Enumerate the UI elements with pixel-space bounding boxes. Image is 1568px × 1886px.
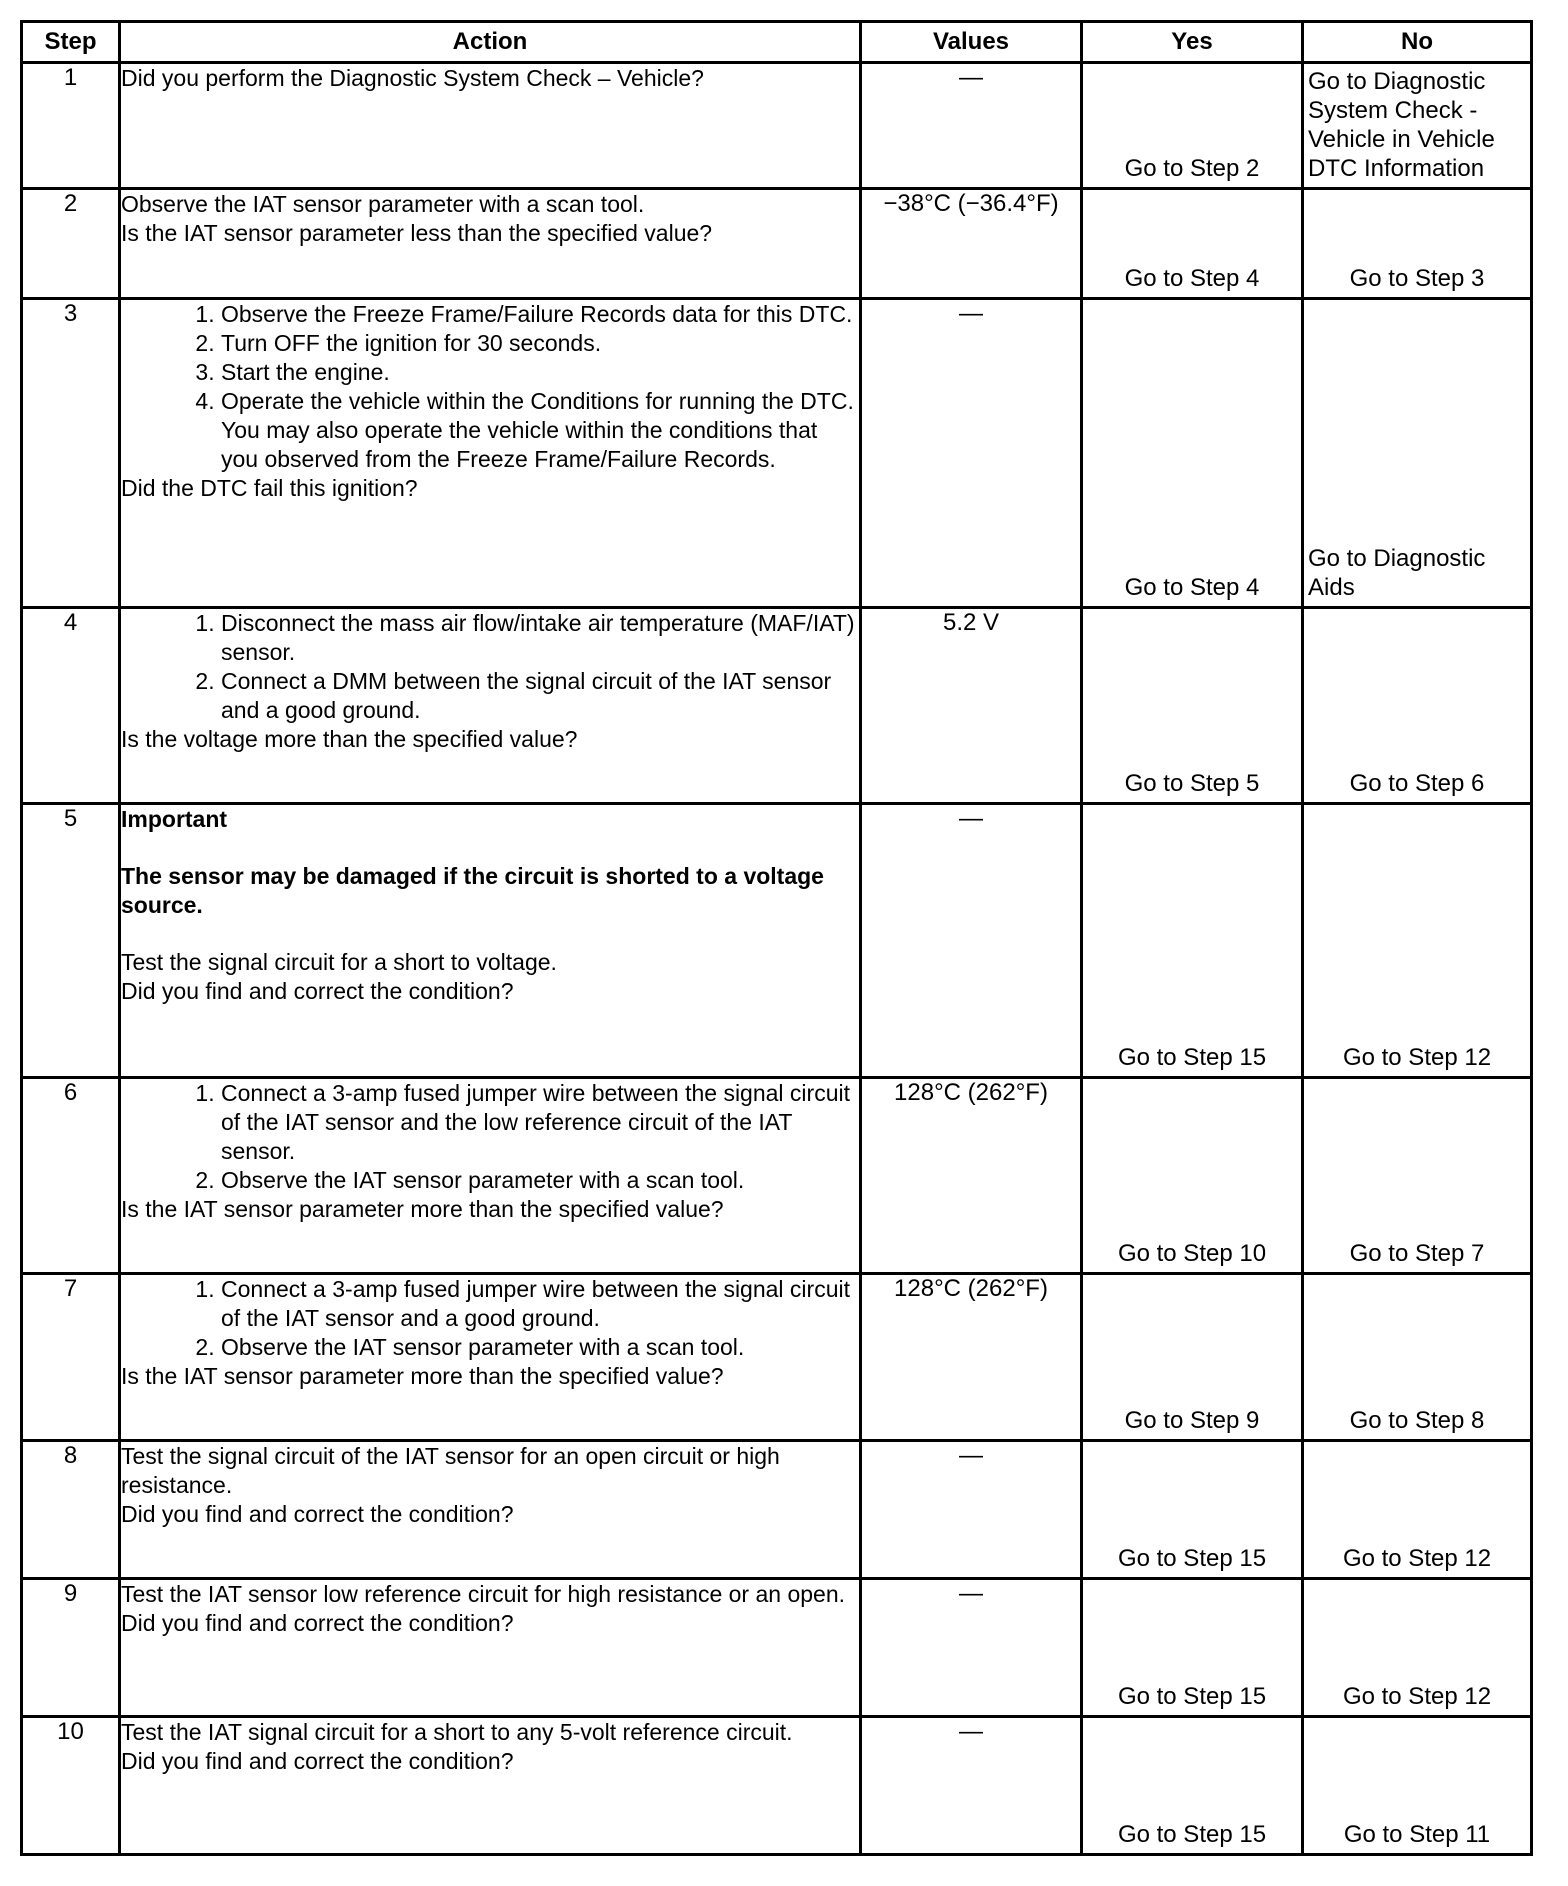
table-row: [22, 189, 1532, 299]
header-row: [22, 22, 1532, 63]
no-link[interactable]: Go to Step 11: [1343, 1821, 1491, 1848]
value-cell: —: [861, 804, 1082, 1078]
no-cell: [1303, 299, 1532, 608]
action-cell: [120, 63, 861, 189]
procedure-list: [121, 1079, 859, 1195]
yes-cell: [1082, 608, 1303, 804]
action-question: Did you find and correct the condition?: [121, 978, 514, 1004]
no-link[interactable]: Go to Step 3: [1349, 265, 1485, 292]
yes-link[interactable]: Go to Step 4: [1124, 265, 1260, 292]
step-number: 9: [22, 1579, 120, 1717]
yes-link[interactable]: Go to Step 10: [1117, 1240, 1267, 1267]
no-cell: [1303, 1717, 1532, 1855]
step-number: 8: [22, 1441, 120, 1579]
table-row: [22, 1274, 1532, 1441]
yes-cell: [1082, 1274, 1303, 1441]
action-question: Is the IAT sensor parameter more than the specified value?: [121, 1363, 724, 1389]
action-text: Test the IAT signal circuit for a short to any 5-volt reference circuit.: [121, 1719, 793, 1745]
step-number: 7: [22, 1274, 120, 1441]
action-cell: [120, 804, 861, 1078]
action-text: Test the signal circuit for a short to voltage.: [121, 949, 557, 975]
table-row: [22, 1078, 1532, 1274]
procedure-item: 1. Disconnect the mass air flow/intake air temperature (MAF/IAT) sensor.: [221, 609, 859, 667]
yes-link[interactable]: Go to Step 15: [1117, 1821, 1267, 1848]
action-text: Test the signal circuit of the IAT sensor for an open circuit or high resistance.: [121, 1443, 780, 1498]
value-cell: —: [861, 63, 1082, 189]
action-cell: [120, 608, 861, 804]
no-link[interactable]: Go to Step 8: [1349, 1407, 1485, 1434]
yes-link[interactable]: Go to Step 9: [1124, 1407, 1260, 1434]
no-cell: [1303, 63, 1532, 189]
action-cell: [120, 1274, 861, 1441]
no-cell: [1303, 189, 1532, 299]
action-cell: [120, 1078, 861, 1274]
value-cell: 5.2 V: [861, 608, 1082, 804]
procedure-item: 1. Connect a 3-amp fused jumper wire between the signal circuit of the IAT sensor and the low reference circuit of the IAT sensor.: [221, 1079, 859, 1166]
no-cell: [1303, 1274, 1532, 1441]
table-row: [22, 63, 1532, 189]
header-no: No: [1303, 22, 1532, 63]
no-link[interactable]: Go to Step 7: [1349, 1240, 1485, 1267]
procedure-item: 2. Observe the IAT sensor parameter with a scan tool.: [221, 1333, 859, 1362]
step-number: 6: [22, 1078, 120, 1274]
action-question: Is the IAT sensor parameter less than the specified value?: [121, 220, 713, 246]
action-cell: [120, 1579, 861, 1717]
yes-cell: [1082, 1717, 1303, 1855]
yes-link[interactable]: Go to Step 15: [1117, 1044, 1267, 1071]
header-values: Values: [861, 22, 1082, 63]
yes-cell: [1082, 1441, 1303, 1579]
procedure-item: 2. Observe the IAT sensor parameter with a scan tool.: [221, 1166, 859, 1195]
procedure-item: 1. Observe the Freeze Frame/Failure Records data for this DTC.: [221, 300, 859, 329]
yes-link[interactable]: Go to Step 4: [1124, 574, 1260, 601]
no-cell: [1303, 608, 1532, 804]
no-cell: [1303, 1441, 1532, 1579]
step-number: 2: [22, 189, 120, 299]
yes-link[interactable]: Go to Step 15: [1117, 1683, 1267, 1710]
value-cell: —: [861, 1717, 1082, 1855]
value-cell: —: [861, 1441, 1082, 1579]
action-question: Did you find and correct the condition?: [121, 1748, 514, 1774]
table-row: [22, 608, 1532, 804]
no-link[interactable]: Go to Step 12: [1342, 1683, 1492, 1710]
step-number: 5: [22, 804, 120, 1078]
action-text: Observe the IAT sensor parameter with a scan tool.: [121, 191, 645, 217]
yes-link[interactable]: Go to Step 15: [1117, 1545, 1267, 1572]
no-link[interactable]: Go to Step 12: [1342, 1044, 1492, 1071]
yes-cell: [1082, 1078, 1303, 1274]
action-question: Did you find and correct the condition?: [121, 1501, 514, 1527]
action-cell: [120, 1441, 861, 1579]
action-text: Test the IAT sensor low reference circuit for high resistance or an open.: [121, 1581, 846, 1607]
action-cell: [120, 189, 861, 299]
procedure-list: [121, 1275, 859, 1362]
yes-link[interactable]: Go to Step 2: [1124, 155, 1260, 182]
action-question: Is the voltage more than the specified value?: [121, 726, 578, 752]
yes-cell: [1082, 299, 1303, 608]
step-number: 1: [22, 63, 120, 189]
value-cell: 128°C (262°F): [861, 1274, 1082, 1441]
procedure-item: 1. Connect a 3-amp fused jumper wire between the signal circuit of the IAT sensor and a good ground.: [221, 1275, 859, 1333]
yes-link[interactable]: Go to Step 5: [1124, 770, 1260, 797]
table-row: [22, 1441, 1532, 1579]
value-cell: —: [861, 299, 1082, 608]
procedure-item: 4. Operate the vehicle within the Conditions for running the DTC. You may also operate the vehicle within the conditions that you observed from the Freeze Frame/Failure Records.: [221, 387, 859, 474]
step-number: 4: [22, 608, 120, 804]
header-step: Step: [22, 22, 120, 63]
no-link[interactable]: Go to Step 12: [1342, 1545, 1492, 1572]
procedure-list: [121, 300, 859, 474]
important-text: The sensor may be damaged if the circuit is shorted to a voltage source.: [121, 863, 824, 918]
action-question: Did the DTC fail this ignition?: [121, 475, 418, 501]
header-action: Action: [120, 22, 861, 63]
value-cell: 128°C (262°F): [861, 1078, 1082, 1274]
header-yes: Yes: [1082, 22, 1303, 63]
no-cell: [1303, 1078, 1532, 1274]
procedure-item: 2. Turn OFF the ignition for 30 seconds.: [221, 329, 859, 358]
value-cell: −38°C (−36.4°F): [861, 189, 1082, 299]
action-text: Did you perform the Diagnostic System Check – Vehicle?: [121, 65, 704, 91]
step-number: 3: [22, 299, 120, 608]
no-link[interactable]: Go to Step 6: [1349, 770, 1485, 797]
no-cell: [1303, 1579, 1532, 1717]
action-cell: [120, 1717, 861, 1855]
action-question: Did you find and correct the condition?: [121, 1610, 514, 1636]
no-link[interactable]: Go to Diagnostic Aids: [1308, 545, 1486, 601]
no-cell: [1303, 804, 1532, 1078]
yes-cell: [1082, 1579, 1303, 1717]
procedure-list: [121, 609, 859, 725]
procedure-item: 2. Connect a DMM between the signal circuit of the IAT sensor and a good ground.: [221, 667, 859, 725]
yes-cell: [1082, 63, 1303, 189]
value-cell: —: [861, 1579, 1082, 1717]
procedure-item: 3. Start the engine.: [221, 358, 859, 387]
yes-cell: [1082, 189, 1303, 299]
action-question: Is the IAT sensor parameter more than the specified value?: [121, 1196, 724, 1222]
table-row: [22, 804, 1532, 1078]
diagnostic-table: [20, 20, 1533, 1856]
no-link[interactable]: Go to Diagnostic System Check - Vehicle in Vehicle DTC Information: [1308, 68, 1495, 182]
table-row: [22, 1579, 1532, 1717]
table-row: [22, 1717, 1532, 1855]
step-number: 10: [22, 1717, 120, 1855]
table-row: [22, 299, 1532, 608]
important-title: Important: [121, 806, 228, 832]
action-cell: [120, 299, 861, 608]
yes-cell: [1082, 804, 1303, 1078]
